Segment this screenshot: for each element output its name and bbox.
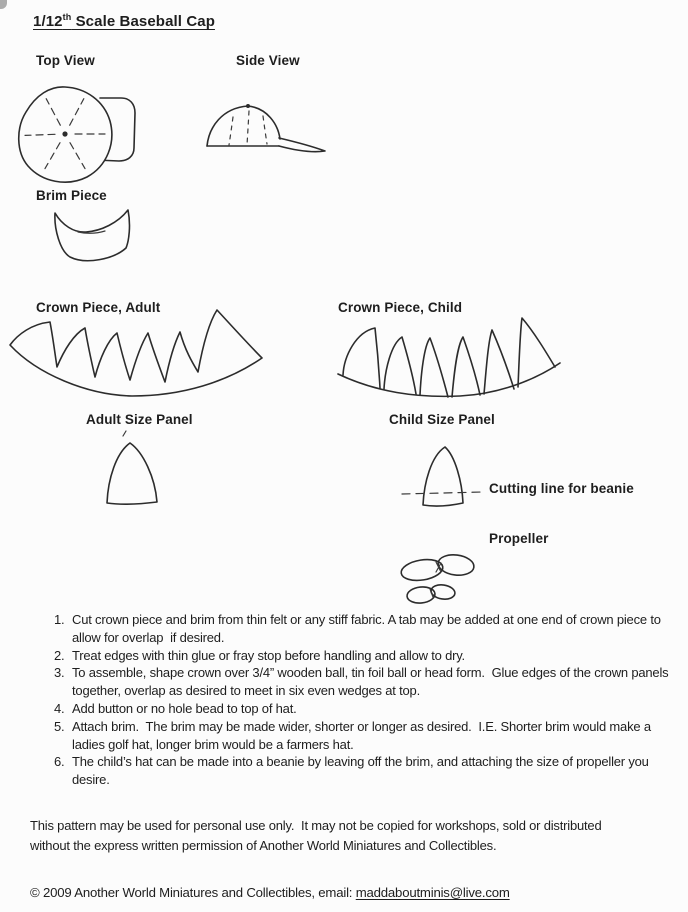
top-view-diagram [8,82,143,187]
crown-piece-child-diagram [336,310,568,404]
title-rest: Scale Baseball Cap [71,13,215,30]
instruction-item [54,753,674,789]
instruction-number: 2. [54,647,65,663]
instruction-item [54,647,674,665]
instruction-text: Treat edges with thin glue or fray stop before handling and allow to dry. [72,647,465,663]
title-main: 1/12 [33,13,63,30]
propeller-diagram [398,548,494,606]
child-size-panel-diagram [398,430,490,512]
copyright-text: © 2009 Another World Miniatures and Collectibles, email: [30,885,356,900]
email-link[interactable]: maddaboutminis@live.com [355,885,510,900]
instruction-number: 1. [54,612,65,627]
label-crown-piece-child: Crown Piece, Child [338,300,463,315]
instruction-number: 4. [54,700,65,716]
title-superscript: th [62,12,72,22]
instruction-item [54,611,674,647]
label-top-view: Top View [36,53,95,68]
scan-artifact [0,0,7,9]
side-view-diagram [200,100,335,158]
beanie-cutting-line [402,492,483,494]
instructions-list [54,611,674,789]
crown-piece-adult-diagram [2,306,274,402]
instruction-text: The child’s hat can be made into a beanie by leaving off the brim, and attaching the size of propeller you desire. [72,754,653,788]
usage-disclaimer: This pattern may be used for personal use only. It may not be copied for workshops, sold or distributed without the express written permission of Another World Miniatures and Collectibles. [30,818,605,853]
top-button-dot [62,131,67,136]
instruction-text: To assemble, shape crown over 3/4” wooden ball, tin foil ball or head form. Glue edges of the crown panels together, overlap as desired to meet in six even wedges at top. [72,665,672,699]
copyright-line [30,885,510,900]
label-side-view: Side View [236,53,300,68]
instruction-item [54,718,674,754]
instruction-number: 3. [54,665,65,681]
side-button-dot [246,104,250,108]
label-cutting-line: Cutting line for beanie [489,481,634,496]
instruction-text: Attach brim. The brim may be made wider, shorter or longer as desired. I.E. Shorter brim would make a ladies golf hat, longer brim would be a farmers hat. [72,718,655,752]
instruction-item [54,664,674,700]
instruction-number: 6. [54,754,65,770]
brim-piece-diagram [48,205,138,275]
page-title [33,12,215,30]
label-child-size-panel: Child Size Panel [389,412,495,427]
instruction-text: Cut crown piece and brim from thin felt or any stiff fabric. A tab may be added at one end of crown piece to allow for overlap if desired. [72,612,665,645]
label-crown-piece-adult: Crown Piece, Adult [36,300,161,315]
instruction-text: Add button or no hole bead to top of hat. [72,700,297,716]
label-propeller: Propeller [489,531,549,546]
label-brim-piece: Brim Piece [36,188,107,203]
adult-size-panel-diagram [98,430,173,508]
instruction-item [54,700,674,718]
label-adult-size-panel: Adult Size Panel [86,412,193,427]
instruction-number: 5. [54,718,65,734]
